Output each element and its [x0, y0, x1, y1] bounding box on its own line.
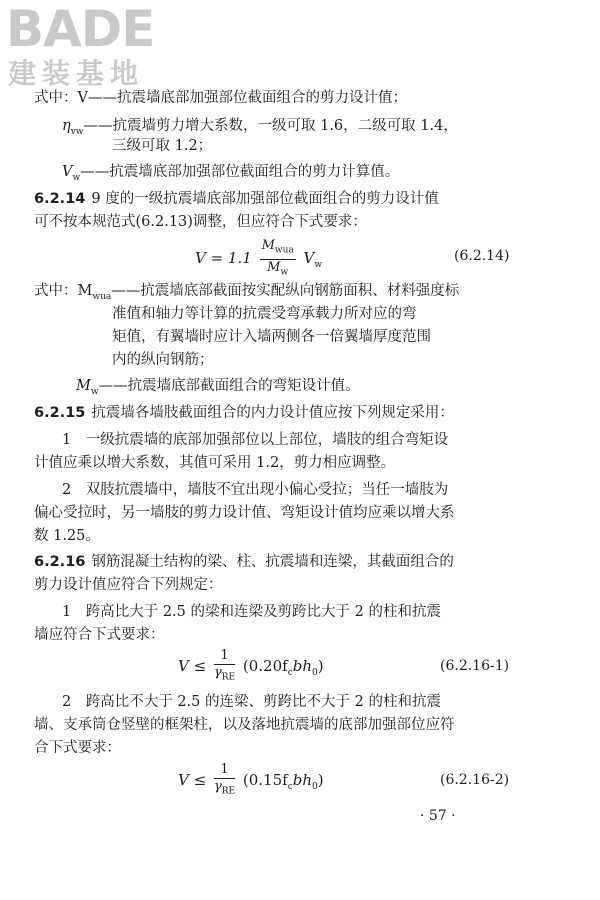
item-1-line-1: 1 一级抗震墙的底部加强部位以上部位，墙肢的组合弯矩设 — [62, 432, 449, 448]
eq3-left: V ≤ — [178, 771, 207, 789]
eq3-den-sym: γ — [213, 779, 222, 795]
equation-6-2-16-1 — [178, 648, 324, 691]
eq1-den-sub: w — [280, 267, 289, 278]
def-mwua-line-3: 矩值，有翼墙时应计入墙两侧各一倍翼墙厚度范围 — [112, 329, 431, 345]
mwua-text: ——抗震墙底部截面按实配纵向钢筋面积、材料强度标 — [111, 283, 460, 299]
item-4-line-2: 墙、支承筒仓竖壁的框架柱，以及落地抗震墙的底部加强部位应符 — [34, 717, 455, 733]
def-eta-text: ——抗震墙剪力增大系数，一级可取 1.6，二级可取 1.4， — [83, 118, 458, 134]
logo-chinese-name: 建装基地 — [8, 57, 145, 90]
item-2-line-3: 数 1.25。 — [34, 528, 100, 544]
eq3-den-sub: RE — [221, 786, 236, 797]
eq1-numerator — [260, 238, 296, 260]
eq2-den-sym: γ — [213, 665, 222, 681]
clause-text: 抗震墙各墙肢截面组合的内力设计值应按下列规定采用： — [91, 405, 454, 421]
equation-6-2-16-2 — [178, 762, 324, 805]
logo-wordmark: BADE — [6, 0, 155, 58]
def-v-line: 式中：V——抗震墙底部加强部位截面组合的剪力设计值； — [34, 90, 407, 106]
eq2-right-sub-2: 0 — [312, 668, 318, 678]
mwua-subscript: wua — [92, 291, 112, 302]
eq2-left: V ≤ — [178, 657, 207, 675]
eq2-denominator — [214, 665, 235, 686]
def-eta-continuation: 三级可取 1.2； — [112, 138, 213, 154]
eq1-num-sym: M — [261, 238, 275, 253]
def-mwua-line-2: 准值和轴力等计算的抗震受弯承载力所对应的弯 — [112, 306, 417, 322]
def-mw-line — [76, 376, 360, 402]
eq1-num-sub: wua — [274, 245, 294, 256]
def-mwua-line-4: 内的纵向钢筋； — [112, 352, 214, 368]
item-1-line-2: 计值应乘以增大系数，其值可采用 1.2，剪力相应调整。 — [34, 455, 396, 471]
clause-text: 钢筋混凝土结构的梁、柱、抗震墙和连梁，其截面组合的 — [91, 554, 454, 570]
vw-subscript: w — [72, 172, 81, 183]
item-4-line-3: 合下式要求： — [34, 740, 121, 756]
equation-6-2-14 — [195, 238, 322, 283]
eq3-fraction — [214, 762, 235, 800]
eq3-right-2: bh — [292, 771, 312, 789]
clause-6-2-14-first — [34, 189, 570, 209]
eq3-right: (0.15f — [242, 771, 288, 789]
item-3-line-2: 墙应符合下式要求： — [34, 627, 165, 643]
item-3-line-1: 1 跨高比大于 2.5 的梁和连梁及剪跨比大于 2 的柱和抗震 — [62, 604, 441, 620]
clause-number: 6.2.16 — [34, 554, 86, 570]
vw-symbol: V — [62, 164, 73, 180]
clause-number: 6.2.14 — [34, 191, 86, 207]
eq2-right-3: ) — [317, 657, 324, 675]
eq2-right-sub: c — [287, 668, 293, 678]
def-mwua-line — [34, 281, 459, 307]
eq1-right: V — [303, 249, 315, 268]
eq3-denominator — [214, 779, 235, 800]
mw-text: ——抗震墙底部截面组合的弯矩设计值。 — [98, 378, 360, 394]
eq2-right: (0.20f — [242, 657, 288, 675]
clause-number: 6.2.15 — [34, 405, 86, 421]
eq1-right-sub: w — [314, 260, 323, 271]
item-4-line-1: 2 跨高比不大于 2.5 的连梁、剪跨比不大于 2 的柱和抗震 — [62, 694, 441, 710]
page-number: · 57 · — [420, 808, 456, 824]
mw-symbol: M — [76, 378, 91, 394]
eta-subscript: vw — [70, 126, 84, 137]
eq2-fraction — [214, 648, 235, 686]
def-vw-line — [62, 162, 399, 188]
eq1-left: V = 1.1 — [195, 249, 252, 268]
equation-number-6-2-14: (6.2.14) — [454, 248, 510, 264]
clause-6-2-16-first — [34, 552, 454, 572]
item-2-line-1: 2 双肢抗震墙中，墙肢不宜出现小偏心受拉；当任一墙肢为 — [62, 482, 449, 498]
equation-number-6-2-16-1: (6.2.16-1) — [440, 658, 510, 674]
eq1-fraction — [260, 238, 296, 280]
eq2-den-sub: RE — [221, 672, 236, 683]
eq2-numerator: 1 — [214, 648, 235, 665]
clause-text: 9 度的一级抗震墙底部加强部位截面组合的剪力设计值 — [91, 191, 439, 207]
clause-6-2-16-second: 剪力设计值应符合下列规定： — [34, 577, 223, 593]
eta-symbol: η — [62, 118, 71, 134]
bade-logo — [6, 0, 176, 94]
eq2-right-2: bh — [292, 657, 312, 675]
eq3-numerator: 1 — [214, 762, 235, 779]
clause-6-2-15 — [34, 403, 454, 423]
eq3-right-3: ) — [317, 771, 324, 789]
equation-number-6-2-16-2: (6.2.16-2) — [440, 772, 510, 788]
mwua-symbol: 式中：M — [34, 283, 93, 299]
item-2-line-2: 偏心受拉时，另一墙肢的剪力设计值、弯矩设计值均应乘以增大系 — [34, 505, 455, 521]
def-vw-text: ——抗震墙底部加强部位截面组合的剪力计算值。 — [80, 164, 400, 180]
eq1-den-sym: M — [267, 259, 281, 275]
eq1-denominator — [260, 260, 296, 281]
mw-subscript: w — [90, 386, 99, 397]
eq3-right-sub: c — [287, 782, 293, 792]
eq3-right-sub-2: 0 — [312, 782, 318, 792]
clause-6-2-14-second: 可不按本规范式(6.2.13)调整，但应符合下式要求： — [34, 214, 367, 230]
